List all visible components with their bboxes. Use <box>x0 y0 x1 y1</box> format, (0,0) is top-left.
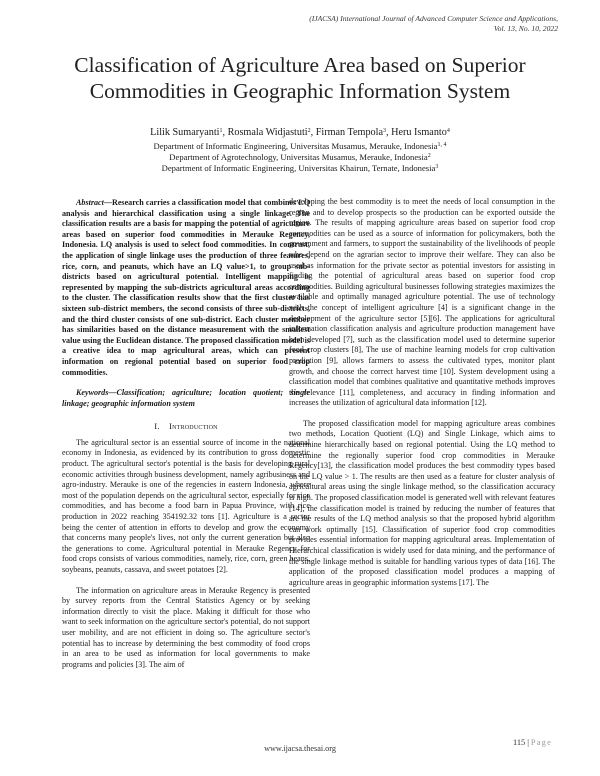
running-head <box>228 14 558 34</box>
affiliation-text: Department of Informatic Engineering, Universitas Musamus, Merauke, Indonesia <box>153 141 438 151</box>
section-title: Introduction <box>169 421 218 432</box>
page-separator: | <box>527 738 529 747</box>
section-number: I. <box>154 421 160 432</box>
affiliation-index: 2 <box>427 153 431 159</box>
left-column <box>62 198 310 670</box>
keywords <box>62 388 310 409</box>
paper-title <box>30 52 570 104</box>
affiliation-index: 1, 4 <box>437 142 447 148</box>
page-number <box>513 738 552 747</box>
abstract-text: —Research carries a classification model that combines LQ analysis and hierarchical classification using a single linkage. The classification results are a basis for mapping the potential of agriculture areas based on superior food commodities in Merauke Regency, Indonesia. LQ analysis is used to select food commodities. In contrast, the application of single linkage uses the production of three features, rice, corn, and peanuts, which have an LQ value>1, to group sub-districts based on agricultural potential. Intelligent mapping is represented by mapping the sub-districts agricultural areas according to the cluster. The classification results show that the first cluster has sixteen sub-district members, the second consists of three sub-districts, and the third cluster consists of one sub-district. Each cluster member has similarities based on the distance measurement with the smallest value using the Euclidean distance. The proposed classification model is a creative idea to map agricultural areas, which can present information on regional potential based on superior food crop commodities. <box>62 198 310 377</box>
keywords-label: Keywords <box>76 388 109 398</box>
affiliation-index: 3 <box>435 164 439 170</box>
author-name: Heru Ismanto <box>391 127 447 138</box>
page-number-value: 115 <box>512 738 526 747</box>
title-line-1: Classification of Agriculture Area based on Superior <box>74 53 526 77</box>
body-paragraph: The proposed classification model for mapping agriculture areas combines two methods, Location Quotient (LQ) and Single Linkage, which aims to determine hierarchically based on regional potential. Using the LQ method to determine the regionally superior food crop commodities in Merauke Regency[13], the classification model produces the best commodity types based on the LQ value > 1. The results are then used as a feature for cluster analysis of agricultural areas using the single linkage method, so the classification accuracy is high. The proposed classification model is generated well with relevant features [14]; the classification model is trained by reducing the number of features that are the results of the LQ method analysis so that the proposed hybrid algorithm can work optimally [15]. Classification of superior food crop commodities provides essential information for mapping agricultural areas. Implementation of Hierarchical classification is widely used for data mining, and the performance of the single linkage method is suitable for handling various types of data [16]. The application of the proposed classification model produces a mapping of agriculture areas in geographic information systems [17]. The <box>289 418 555 587</box>
author-name: Rosmala Widjastuti <box>227 127 308 138</box>
author-name: Firman Tempola <box>315 127 384 138</box>
volume-info: Vol. 13, No. 10, 2022 <box>493 24 558 33</box>
abstract-label: Abstract <box>76 198 104 207</box>
page-label: Page <box>530 738 552 747</box>
body-paragraph: The agricultural sector is an essential source of income in the national economy in Indonesia, as evidenced by its contribution to gross domestic product. The agricultural sector's potential is the basis for developing rural economic activities through business development, namely agribusiness and agro-industry. Merauke is one of the regencies in eastern Indonesia, where most of the population depends on the agricultural sector, especially for rice commodities, and has become a food barn in Papua Province, with rice production in 2022 reaching 354192.32 tons [1]. Agriculture is a sector being the center of attention in efforts to develop and grow the economy that concerns many people's lives, not only the current generation but also the generations to come. Agricultural potential in Merauke Regency for food crops consists of various commodities, namely, rice, corn, green beans, soybeans, peanuts, cassava, and sweet potatoes [2]. <box>62 437 310 574</box>
affiliation-2 <box>40 152 560 163</box>
author-index: 1 <box>219 128 223 134</box>
right-column <box>289 197 555 588</box>
title-line-2: Commodities in Geographic Information System <box>89 79 511 103</box>
affiliation-1 <box>40 141 560 152</box>
abstract <box>62 198 310 378</box>
section-heading <box>62 421 310 432</box>
footer-url: www.ijacsa.thesai.org <box>264 744 336 753</box>
author-index: 3 <box>383 128 387 134</box>
affiliation-text: Department of Agrotechnology, Universitas Musamus, Merauke, Indonesia <box>169 152 428 162</box>
keywords-text: —Classification; agriculture; location quotient; single linkage; geographic information system <box>62 388 310 408</box>
author-index: 2 <box>307 128 311 134</box>
affiliation-3 <box>40 163 560 174</box>
author-index: 4 <box>446 128 450 134</box>
body-paragraph: The information on agriculture areas in Merauke Regency is presented by survey reports from the Central Statistics Agency or by seeking information directly to visit the place. Making it difficult for those who want to seek information on the agriculture sector's potential, do not support user mobility, and are not efficient in doing so. The agriculture sector's potential has to increase by determining the best commodity of food crops in an area to be used as information for local governments to make programs and policies [3]. The aim of <box>62 585 310 669</box>
body-paragraph: developing the best commodity is to meet the needs of local consumption in the region and to develop prospects so the production can be exported outside the region. The results of mapping agriculture areas based on superior food crop commodities can be used as a source of information for policymakers, both the government and farmers, to support the sustainability of the livelihoods of people who depend on the agrarian sector to improve their welfare. They can also be used as information for the private sector as potential investors for assisting in finding the potential of agricultural areas based on superior food crop commodities. Building agricultural businesses following strategies maximizes the available and optimally managed agriculture potential. The use of technology with the concept of intelligent agriculture [4] is a significant change in the development of the agriculture sector [5][6]. The applications for agricultural information classification analysis and agriculture production management have been developed [7], such as the classification model used to determine superior food crop clusters [8], The use of machine learning models for crop cultivation prediction [9], allows farmers to assess the cultivated types, monitor plant growth, and choose the correct harvest time [10]. System development using a classification model that combines qualitative and quantitative methods improves the relevance [11], completeness, and accuracy in finding information and increases the utilization of agricultural data information [12]. <box>289 197 555 408</box>
author-name: Lilik Sumaryanti <box>150 127 220 138</box>
affiliation-text: Department of Informatic Engineering, Universitas Khairun, Ternate, Indonesia <box>161 163 436 173</box>
author-list: Lilik Sumaryanti$^1$, Rosmala Widjastuti$^2$, Firman Tempola$^3$, Heru Ismanto$^4$ <box>150 127 450 138</box>
journal-name: (IJACSA) International Journal of Advanced Computer Science and Applications, <box>309 14 558 23</box>
